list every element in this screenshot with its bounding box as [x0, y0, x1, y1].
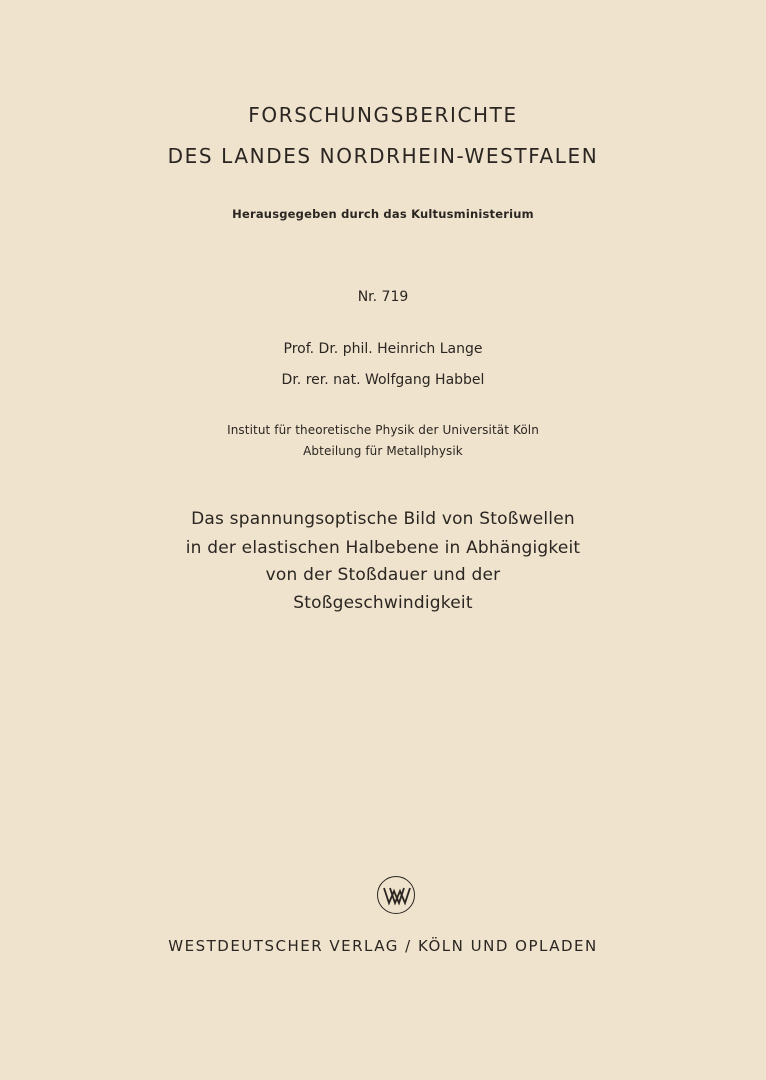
series-title-line-2: DES LANDES NORDRHEIN-WESTFALEN: [167, 144, 599, 168]
report-title-line-3: von der Stoßdauer und der: [265, 565, 501, 585]
institute-line-2: Abteilung für Metallphysik: [303, 444, 463, 458]
report-title-line-1: Das spannungsoptische Bild von Stoßwellen: [191, 509, 575, 529]
series-title-line-1: FORSCHUNGSBERICHTE: [248, 103, 518, 127]
institute-line-1: Institut für theoretische Physik der Universität Köln: [227, 423, 539, 437]
report-title-line-2: in der elastischen Halbebene in Abhängigkeit: [185, 538, 581, 558]
editor-note: Herausgegeben durch das Kultusministerium: [232, 207, 534, 221]
author-1: Prof. Dr. phil. Heinrich Lange: [283, 341, 483, 357]
issue-number: Nr. 719: [357, 289, 409, 305]
report-title-line-4: Stoßgeschwindigkeit: [293, 593, 473, 613]
westdeutscher-verlag-ww-logo-icon: [377, 876, 415, 914]
publisher-name: WESTDEUTSCHER VERLAG / KÖLN UND OPLADEN: [168, 937, 598, 955]
author-2: Dr. rer. nat. Wolfgang Habbel: [281, 372, 485, 388]
